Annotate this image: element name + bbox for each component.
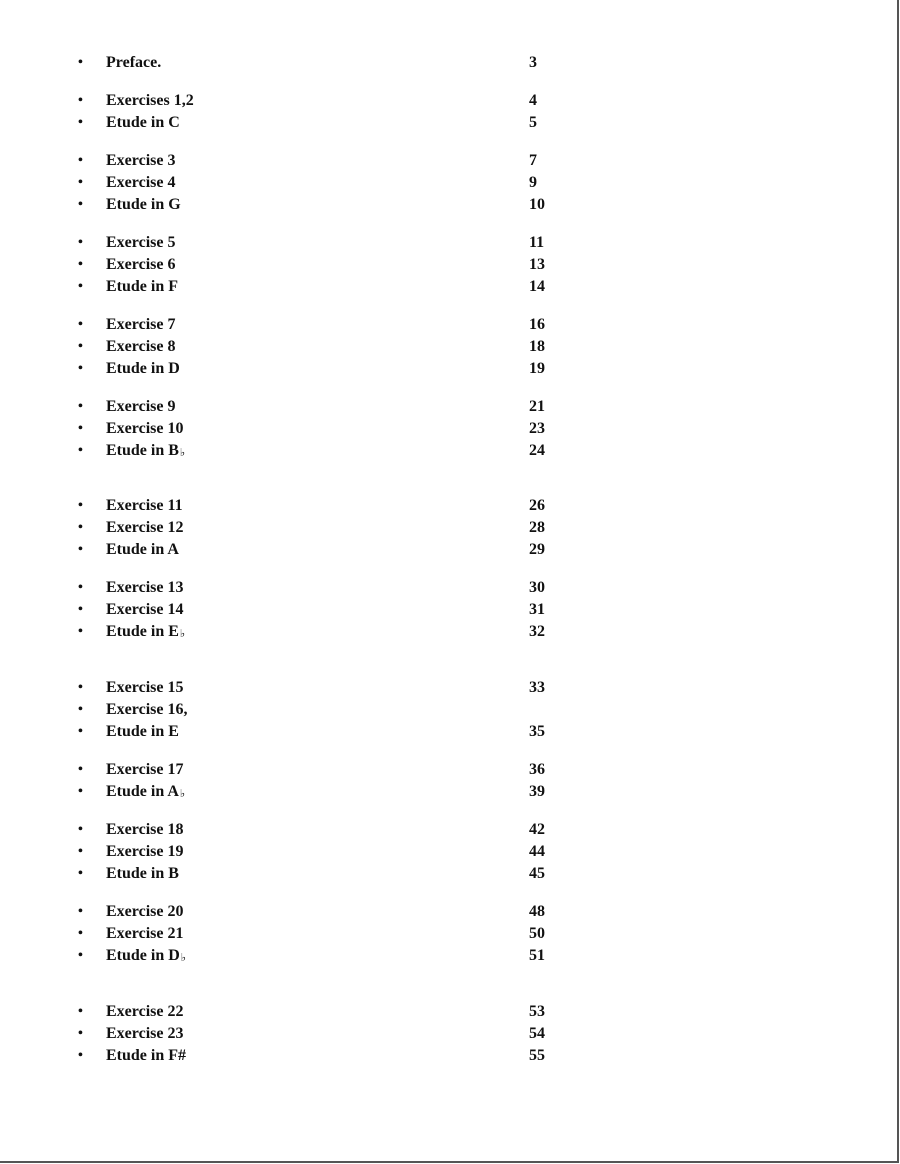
toc-entry — [0, 1023, 897, 1045]
bullet-icon: • — [78, 822, 83, 837]
toc-entry-title-text: Etude in E — [106, 723, 179, 740]
bullet-icon: • — [78, 904, 83, 919]
toc-entry — [0, 721, 897, 743]
toc-entry — [0, 150, 897, 172]
toc-entry-title — [106, 336, 175, 358]
toc-entry-page-number: 50 — [529, 925, 545, 942]
toc-entry-title — [106, 599, 183, 621]
toc-entry-title-text: Exercise 6 — [106, 256, 176, 273]
toc-entry-title-text: Exercise 20 — [106, 903, 184, 920]
bullet-icon: • — [78, 784, 83, 799]
toc-entry-page-number: 33 — [529, 679, 545, 696]
toc-entry-title-text: Exercise 12 — [106, 519, 184, 536]
flat-accidental-icon: ♭ — [179, 447, 186, 459]
toc-entry-page-number: 18 — [529, 338, 545, 355]
toc-entry-title — [106, 1001, 183, 1023]
toc-entry-page-number: 5 — [529, 114, 537, 131]
bullet-icon: • — [78, 602, 83, 617]
toc-entry-page-number: 51 — [529, 947, 545, 964]
bullet-icon: • — [78, 580, 83, 595]
bullet-icon: • — [78, 257, 83, 272]
toc-entry-page-number: 14 — [529, 278, 545, 295]
toc-entry-title — [106, 314, 175, 336]
toc-entry — [0, 254, 897, 276]
toc-entry-title — [106, 112, 180, 134]
toc-entry-page-number: 13 — [529, 256, 545, 273]
toc-entry-page-number: 21 — [529, 398, 545, 415]
toc-entry — [0, 577, 897, 599]
toc-entry — [0, 539, 897, 561]
toc-entry-title-text: Exercise 22 — [106, 1003, 184, 1020]
toc-entry-title — [106, 517, 183, 539]
toc-entry-title-text: Etude in E — [106, 623, 179, 640]
toc-entry-page-number: 55 — [529, 1047, 545, 1064]
toc-entry-page-number: 16 — [529, 316, 545, 333]
toc-entry-page-number: 26 — [529, 497, 545, 514]
toc-entry-title-text: Exercise 10 — [106, 420, 184, 437]
toc-entry — [0, 923, 897, 945]
toc-entry-title-text: Exercise 15 — [106, 679, 184, 696]
bullet-icon: • — [78, 702, 83, 717]
toc-entry-title — [106, 577, 183, 599]
toc-entry-title — [106, 781, 185, 805]
toc-entry — [0, 440, 897, 462]
toc-entry — [0, 418, 897, 440]
toc-entry-page-number: 32 — [529, 623, 545, 640]
toc-entry-title-text: Exercise 18 — [106, 821, 184, 838]
bullet-icon: • — [78, 175, 83, 190]
toc-entry-title — [106, 440, 185, 464]
toc-entry-title — [106, 699, 187, 721]
toc-entry-title-text: Etude in D — [106, 947, 180, 964]
toc-entry-title-text: Etude in G — [106, 196, 181, 213]
toc-entry — [0, 621, 897, 643]
toc-entry-title-text: Etude in D — [106, 360, 180, 377]
toc-entry-title-text: Exercise 14 — [106, 601, 184, 618]
toc-entry — [0, 52, 897, 74]
toc-entry-title — [106, 945, 186, 969]
toc-entry — [0, 495, 897, 517]
bullet-icon: • — [78, 1004, 83, 1019]
toc-entry-title-text: Etude in C — [106, 114, 180, 131]
bullet-icon: • — [78, 153, 83, 168]
toc-entry-title — [106, 923, 183, 945]
bullet-icon: • — [78, 339, 83, 354]
toc-entry — [0, 781, 897, 803]
flat-accidental-icon: ♭ — [180, 952, 186, 964]
toc-entry — [0, 314, 897, 336]
toc-entry-page-number: 24 — [529, 442, 545, 459]
toc-entry-title-text: Etude in A — [106, 541, 179, 558]
bullet-icon: • — [78, 844, 83, 859]
toc-entry — [0, 358, 897, 380]
bullet-icon: • — [78, 498, 83, 513]
bullet-icon: • — [78, 235, 83, 250]
toc-entry-title — [106, 150, 175, 172]
bullet-icon: • — [78, 520, 83, 535]
toc-entry-page-number: 28 — [529, 519, 545, 536]
toc-entry-page-number: 44 — [529, 843, 545, 860]
toc-entry — [0, 819, 897, 841]
toc-entry-page-number: 30 — [529, 579, 545, 596]
flat-accidental-icon: ♭ — [179, 788, 186, 800]
toc-entry-title-text: Preface. — [106, 54, 162, 71]
toc-entry-page-number: 39 — [529, 783, 545, 800]
toc-entry — [0, 945, 897, 967]
toc-entry — [0, 759, 897, 781]
toc-entry-title — [106, 172, 175, 194]
toc-entry-title-text: Exercise 9 — [106, 398, 176, 415]
bullet-icon: • — [78, 197, 83, 212]
toc-entry-title — [106, 495, 183, 517]
toc-entry-page-number: 31 — [529, 601, 545, 618]
toc-entry-title-text: Exercise 5 — [106, 234, 176, 251]
bullet-icon: • — [78, 361, 83, 376]
toc-entry — [0, 112, 897, 134]
toc-entry-title — [106, 901, 183, 923]
toc-entry — [0, 232, 897, 254]
toc-entry-title-text: Exercise 7 — [106, 316, 176, 333]
bullet-icon: • — [78, 762, 83, 777]
toc-entry — [0, 396, 897, 418]
toc-entry-title-text: Exercise 3 — [106, 152, 176, 169]
toc-entry-title-text: Etude in B — [106, 442, 179, 459]
bullet-icon: • — [78, 317, 83, 332]
toc-entry — [0, 1001, 897, 1023]
toc-entry — [0, 599, 897, 621]
toc-entry-page-number: 53 — [529, 1003, 545, 1020]
toc-entry — [0, 901, 897, 923]
toc-entry-title — [106, 841, 183, 863]
toc-entry-title-text: Exercise 19 — [106, 843, 184, 860]
bullet-icon: • — [78, 624, 83, 639]
toc-entry-page-number: 7 — [529, 152, 537, 169]
bullet-icon: • — [78, 55, 83, 70]
toc-entry-title-text: Etude in A — [106, 783, 179, 800]
toc-entry — [0, 677, 897, 699]
toc-entry-page-number: 45 — [529, 865, 545, 882]
toc-entry-page-number: 48 — [529, 903, 545, 920]
toc-entry-title-text: Etude in F — [106, 278, 179, 295]
toc-entry-title-text: Etude in F# — [106, 1047, 187, 1064]
toc-entry — [0, 276, 897, 298]
toc-entry-title — [106, 1023, 183, 1045]
bullet-icon: • — [78, 866, 83, 881]
toc-entry-title — [106, 52, 161, 74]
toc-entry-title — [106, 539, 179, 561]
toc-entry-title — [106, 1045, 186, 1067]
bullet-icon: • — [78, 1026, 83, 1041]
bullet-icon: • — [78, 279, 83, 294]
toc-entry-title — [106, 254, 175, 276]
toc-entry-title-text: Exercise 8 — [106, 338, 176, 355]
toc-entry-page-number: 11 — [529, 234, 545, 251]
bullet-icon: • — [78, 399, 83, 414]
toc-entry-title — [106, 621, 185, 645]
toc-entry — [0, 172, 897, 194]
toc-entry-title-text: Exercise 17 — [106, 761, 184, 778]
bullet-icon: • — [78, 421, 83, 436]
toc-entry-title — [106, 863, 179, 885]
toc-entry-title-text: Exercise 21 — [106, 925, 184, 942]
toc-entry-title — [106, 396, 175, 418]
bullet-icon: • — [78, 1048, 83, 1063]
toc-entry-page-number: 29 — [529, 541, 545, 558]
toc-entry-title — [106, 358, 180, 380]
bullet-icon: • — [78, 443, 83, 458]
toc-entry-page-number: 19 — [529, 360, 545, 377]
toc-entry-title-text: Exercise 11 — [106, 497, 183, 514]
toc-entry-title — [106, 232, 175, 254]
toc-entry-title-text: Etude in B — [106, 865, 179, 882]
toc-entry-page-number: 42 — [529, 821, 545, 838]
toc-entry — [0, 841, 897, 863]
toc-entry — [0, 517, 897, 539]
toc-entry-title — [106, 677, 183, 699]
toc-entry-title-text: Exercise 16, — [106, 701, 188, 718]
bullet-icon: • — [78, 680, 83, 695]
bullet-icon: • — [78, 926, 83, 941]
toc-entry — [0, 194, 897, 216]
toc-entry — [0, 1045, 897, 1067]
bullet-icon: • — [78, 724, 83, 739]
bullet-icon: • — [78, 115, 83, 130]
toc-entry-page-number: 35 — [529, 723, 545, 740]
toc-entry-page-number: 9 — [529, 174, 537, 191]
toc-entry-title-text: Exercises 1,2 — [106, 92, 194, 109]
toc-entry-title-text: Exercise 23 — [106, 1025, 184, 1042]
bullet-icon: • — [78, 93, 83, 108]
toc-entry-title — [106, 759, 183, 781]
toc-entry — [0, 699, 897, 721]
toc-entry-title — [106, 90, 194, 112]
toc-entry-title — [106, 418, 183, 440]
toc-entry-title — [106, 721, 179, 743]
toc-entry-page-number: 10 — [529, 196, 545, 213]
toc-entry-title — [106, 194, 181, 216]
toc-entry-title-text: Exercise 4 — [106, 174, 176, 191]
toc-entry-page-number: 23 — [529, 420, 545, 437]
bullet-icon: • — [78, 542, 83, 557]
toc-entry-page-number: 3 — [529, 54, 537, 71]
toc-entry — [0, 336, 897, 358]
toc-entry-title — [106, 276, 178, 298]
bullet-icon: • — [78, 948, 83, 963]
toc-entry — [0, 90, 897, 112]
toc-entry-page-number: 36 — [529, 761, 545, 778]
toc-entry-title — [106, 819, 183, 841]
toc-entry-page-number: 54 — [529, 1025, 545, 1042]
toc-entry-page-number: 4 — [529, 92, 537, 109]
toc-entry-title-text: Exercise 13 — [106, 579, 184, 596]
toc-entry — [0, 863, 897, 885]
flat-accidental-icon: ♭ — [179, 628, 186, 640]
